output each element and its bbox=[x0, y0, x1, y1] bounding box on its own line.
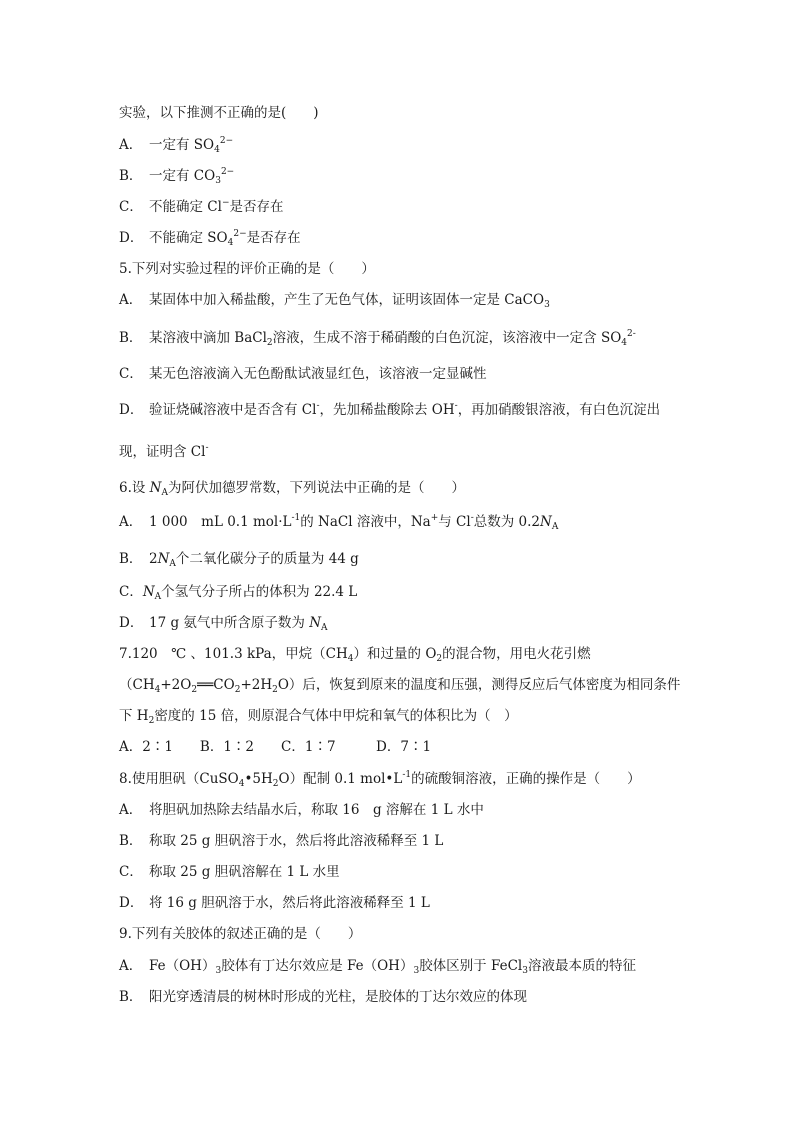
q4-stem-tail: 实验，以下推测不正确的是( ) bbox=[119, 105, 319, 121]
q6-option-c: C．$N_A$个氢气分子所占的体积为 22.4 L bbox=[119, 584, 358, 602]
q8-stem: 8.使用胆矾$(CuSO_4•5H_2O)$配制 0.1 $mol•L^{-1}$的硫酸铜溶液，正确的操作是（ ） bbox=[119, 770, 641, 789]
q7-stem-line-2: $(CH_4+2O_2══CO_2+2H_2O)$后，恢复到原来的温度和压强，测得反应后气体密度为相同条件 bbox=[119, 677, 681, 695]
q5-option-b: B． 某溶液中滴加 BaCl$_2$溶液，生成不溶于稀硝酸的白色沉淀，该溶液中一定含 $SO_4^{2-}$ bbox=[119, 329, 636, 348]
q4-option-d: D． 不能确定 $SO_4^{2-}$是否存在 bbox=[119, 229, 301, 248]
q8-option-a: A． 将胆矾加热除去结晶水后，称取 16 g 溶解在 1 L 水中 bbox=[119, 802, 484, 818]
q4-option-a: A． 一定有 $SO_4^{2-}$ bbox=[119, 136, 234, 155]
q6-option-b: B． $2N_A$个二氧化碳分子的质量为 44 g bbox=[119, 551, 359, 569]
q6-option-a: A． 1 000 mL 0.1 $mol\cdot L^{-1}$的 NaCl 溶液中，Na+与 Cl-总数为 $0.2N_A$ bbox=[119, 513, 559, 532]
q5-option-c: C． 某无色溶液滴入无色酚酞试液显红色，该溶液一定显碱性 bbox=[119, 366, 487, 382]
q5-option-a: A． 某固体中加入稀盐酸，产生了无色气体，证明该固体一定是 CaCO$_3$ bbox=[119, 292, 550, 310]
q9-stem: 9.下列有关胶体的叙述正确的是（ ） bbox=[119, 926, 362, 942]
q9-option-a: A． $Fe(OH)_3$胶体有丁达尔效应是 $Fe(OH)_3$胶体区别于 FeCl$_3$溶液最本质的特征 bbox=[119, 958, 636, 976]
q8-option-b: B． 称取 25 g 胆矾溶于水，然后将此溶液稀释至 1 L bbox=[119, 833, 444, 849]
q6-option-d: D． 17 g 氨气中所含原子数为 $N_A$ bbox=[119, 615, 328, 633]
q7-stem-line-1: 7.120 ℃ 、101.3 kPa，甲烷$(CH_4)$和过量的 $O_2$的混合物，用电火花引燃 bbox=[119, 646, 591, 664]
q4-option-b: B． 一定有 $CO_3^{2-}$ bbox=[119, 167, 235, 186]
q4-option-c: C． 不能确定 Cl−是否存在 bbox=[119, 198, 284, 215]
q9-option-b: B． 阳光穿透清晨的树林时形成的光柱，是胶体的丁达尔效应的体现 bbox=[119, 989, 527, 1005]
q8-option-d: D． 将 16 g 胆矾溶于水，然后将此溶液稀释至 1 L bbox=[119, 895, 430, 911]
q5-stem: 5.下列对实验过程的评价正确的是（ ） bbox=[119, 261, 375, 277]
q5-option-d-continuation: 现，证明含 Cl- bbox=[119, 443, 209, 460]
q7-stem-line-3: 下 $H_2$密度的 15 倍，则原混合气体中甲烷和氧气的体积比为（ ） bbox=[119, 708, 518, 726]
q7-options: A．2∶1 B．1∶2 C．1∶7 D．7∶1 bbox=[119, 739, 432, 755]
q5-option-d: D． 验证烧碱溶液中是否含有 Cl-，先加稀盐酸除去 OH-，再加硝酸银溶液，有白色沉淀出 bbox=[119, 401, 661, 418]
q6-stem: 6.设 $N_A$为阿伏加德罗常数，下列说法中正确的是（ ） bbox=[119, 480, 465, 498]
q8-option-c: C． 称取 25 g 胆矾溶解在 1 L 水里 bbox=[119, 864, 340, 880]
